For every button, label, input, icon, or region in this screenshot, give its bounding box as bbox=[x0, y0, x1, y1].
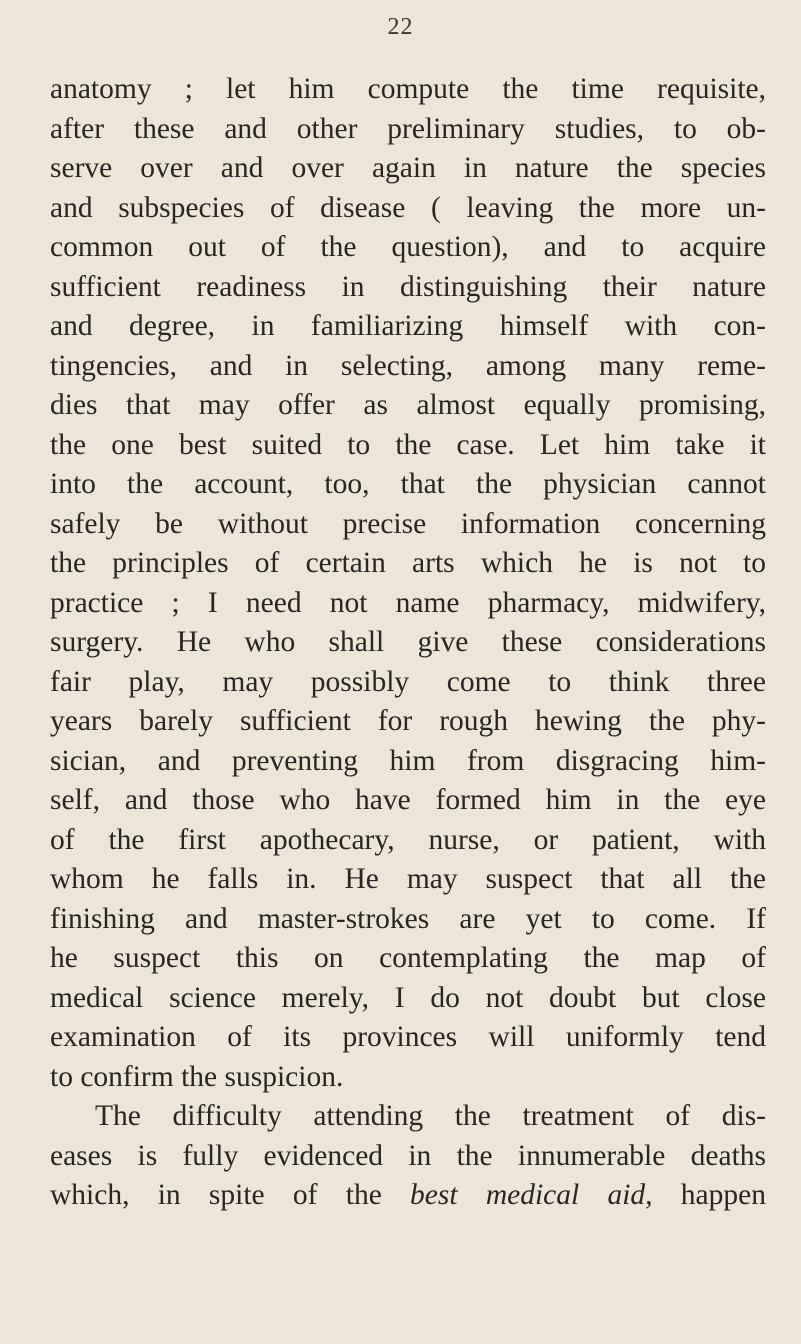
text-segment: whom he falls in. He may suspect that all the bbox=[50, 863, 766, 895]
text-line bbox=[50, 268, 766, 308]
body-text bbox=[50, 70, 766, 1216]
text-segment: to confirm the suspicion. bbox=[50, 1060, 344, 1093]
text-segment: the principles of certain arts which he is not to bbox=[50, 547, 766, 579]
text-segment: serve over and over again in nature the species bbox=[50, 152, 766, 184]
text-line bbox=[50, 110, 766, 150]
text-segment: and subspecies of disease ( leaving the more un- bbox=[50, 191, 766, 224]
text-line bbox=[50, 623, 766, 663]
text-segment: years barely sufficient for rough hewing the phy- bbox=[50, 705, 766, 737]
text-segment: happen bbox=[652, 1179, 766, 1211]
text-segment: into the account, too, that the physician cannot bbox=[50, 468, 766, 500]
text-segment: he suspect this on contemplating the map of bbox=[50, 942, 766, 974]
text-line bbox=[50, 228, 766, 268]
text-line bbox=[50, 1058, 766, 1098]
text-segment: of the first apothecary, nurse, or patient, with bbox=[50, 823, 766, 856]
text-segment: surgery. He who shall give these considerations bbox=[50, 626, 766, 658]
text-segment: sician, and preventing him from disgracing him- bbox=[50, 744, 766, 777]
text-line bbox=[50, 900, 766, 940]
text-line bbox=[50, 189, 766, 229]
text-segment: tingencies, and in selecting, among many reme- bbox=[50, 349, 766, 382]
text-segment: and degree, in familiarizing himself with con- bbox=[50, 310, 766, 342]
text-line bbox=[50, 584, 766, 624]
text-segment: safely be without precise information concerning bbox=[50, 507, 766, 540]
text-line bbox=[50, 742, 766, 782]
text-segment: sufficient readiness in distinguishing their nature bbox=[50, 270, 766, 303]
text-segment: dies that may offer as almost equally promising, bbox=[50, 389, 766, 421]
text-segment: after these and other preliminary studies, to ob- bbox=[50, 112, 766, 145]
text-segment: the one best suited to the case. Let him take it bbox=[50, 428, 766, 461]
text-line bbox=[50, 781, 766, 821]
text-line bbox=[50, 663, 766, 703]
text-line bbox=[50, 1176, 766, 1216]
text-line bbox=[50, 939, 766, 979]
text-line bbox=[50, 505, 766, 545]
text-line bbox=[50, 386, 766, 426]
text-segment: common out of the question), and to acquire bbox=[50, 231, 766, 263]
text-line bbox=[50, 307, 766, 347]
page-number: 22 bbox=[387, 14, 414, 40]
text-line bbox=[50, 1097, 766, 1137]
text-line bbox=[50, 979, 766, 1019]
text-segment: finishing and master-strokes are yet to come. If bbox=[50, 902, 766, 935]
text-line bbox=[50, 702, 766, 742]
text-segment: eases is fully evidenced in the innumerable deaths bbox=[50, 1139, 766, 1172]
text-segment: The difficulty attending the treatment of dis- bbox=[95, 1100, 766, 1132]
text-line bbox=[50, 465, 766, 505]
text-line bbox=[50, 1137, 766, 1177]
text-segment: practice ; I need not name pharmacy, midwifery, bbox=[50, 586, 766, 619]
text-segment: which, in spite of the bbox=[50, 1179, 411, 1211]
text-line bbox=[50, 544, 766, 584]
text-line bbox=[50, 347, 766, 387]
italic-phrase: best medical aid, bbox=[410, 1179, 653, 1211]
text-segment: anatomy ; let him compute the time requisite, bbox=[50, 73, 766, 105]
text-line bbox=[50, 149, 766, 189]
text-segment: self, and those who have formed him in the eye bbox=[50, 784, 766, 816]
text-segment: examination of its provinces will uniformly tend bbox=[50, 1021, 766, 1053]
text-line bbox=[50, 860, 766, 900]
text-line bbox=[50, 70, 766, 110]
text-line bbox=[50, 1018, 766, 1058]
text-line bbox=[50, 426, 766, 466]
text-segment: medical science merely, I do not doubt but close bbox=[50, 981, 766, 1014]
text-line bbox=[50, 821, 766, 861]
text-segment: fair play, may possibly come to think three bbox=[50, 665, 766, 698]
